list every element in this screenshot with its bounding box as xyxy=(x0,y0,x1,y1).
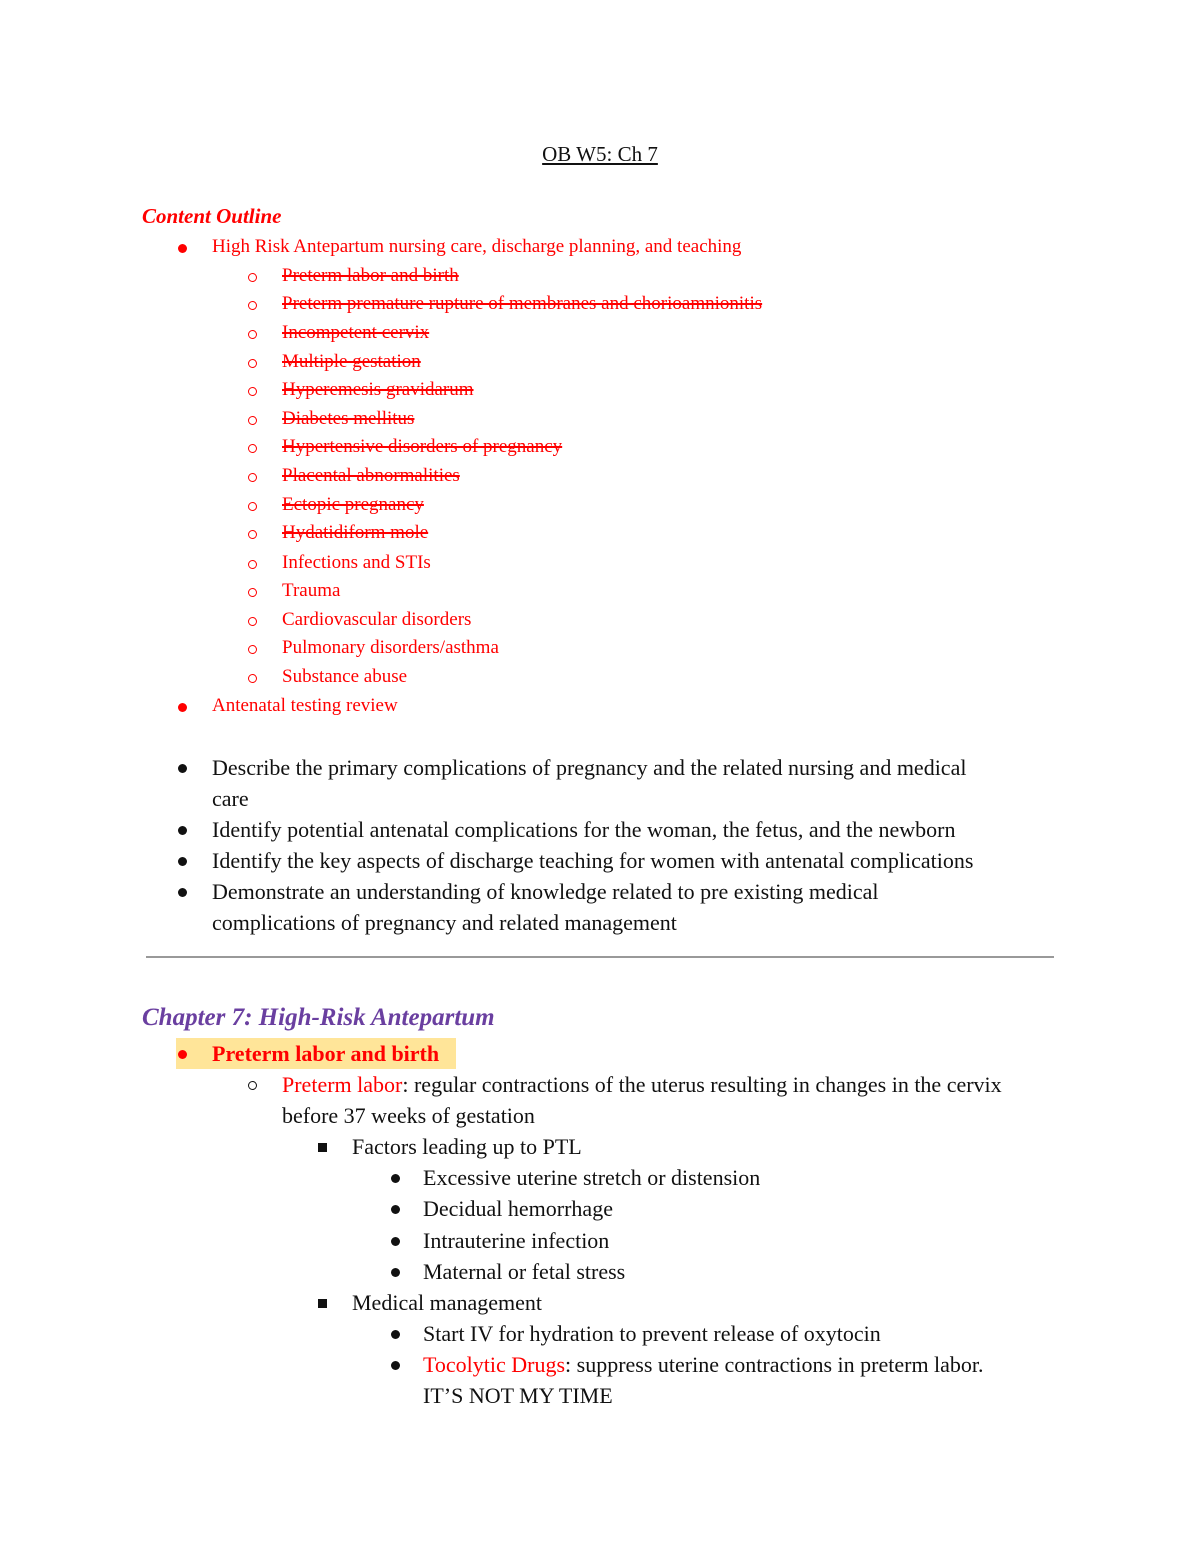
horizontal-divider xyxy=(146,956,1054,958)
content-outline-heading: Content Outline xyxy=(142,204,282,228)
bullet-circle-icon xyxy=(248,473,257,482)
bullet-circle-icon xyxy=(248,416,257,425)
factor-text: Excessive uterine stretch or distension xyxy=(423,1165,761,1190)
bullet-dot-icon xyxy=(391,1361,400,1370)
struck-item-label: Hyperemesis gravidarum xyxy=(282,379,474,400)
struck-item-label: Preterm labor and birth xyxy=(282,265,459,286)
definition-text: before 37 weeks of gestation xyxy=(282,1103,535,1128)
bullet-dot-icon xyxy=(178,244,187,253)
chapter-heading: Chapter 7: High-Risk Antepartum xyxy=(142,1004,495,1031)
bullet-dot-icon xyxy=(178,826,187,835)
drug-term: Tocolytic Drugs xyxy=(423,1352,566,1377)
bullet-dot-icon xyxy=(391,1330,400,1339)
struck-item-label: Ectopic pregnancy xyxy=(282,494,424,515)
bullet-circle-icon xyxy=(248,502,257,511)
bullet-circle-icon xyxy=(248,301,257,310)
topic-label: Preterm labor and birth xyxy=(212,1041,440,1066)
bullet-circle-icon xyxy=(248,330,257,339)
bullet-dot-icon xyxy=(391,1205,400,1214)
objective-text: Identify potential antenatal complications for the woman, the fetus, and the newborn xyxy=(212,817,956,842)
objective-text: Identify the key aspects of discharge teaching for women with antenatal complications xyxy=(212,848,974,873)
bullet-dot-icon xyxy=(391,1268,400,1277)
bullet-dot-icon xyxy=(178,1050,187,1059)
management-text: : suppress uterine contractions in preterm labor. xyxy=(565,1352,984,1377)
bullet-dot-icon xyxy=(391,1237,400,1246)
objective-text: complications of pregnancy and related management xyxy=(212,910,677,935)
outline-item-label: Antenatal testing review xyxy=(212,695,398,716)
outline-sub-label: Substance abuse xyxy=(282,666,408,687)
struck-item-label: Placental abnormalities xyxy=(282,465,460,486)
bullet-circle-icon xyxy=(248,444,257,453)
bullet-dot-icon xyxy=(178,888,187,897)
struck-item-label: Diabetes mellitus xyxy=(282,408,415,429)
factor-text: Maternal or fetal stress xyxy=(423,1259,626,1284)
bullet-square-icon xyxy=(318,1143,327,1152)
bullet-circle-icon xyxy=(248,1081,257,1090)
definition-text: : regular contractions of the uterus resulting in changes in the cervix xyxy=(402,1072,1002,1097)
struck-item-label: Incompetent cervix xyxy=(282,322,430,343)
factor-text: Intrauterine infection xyxy=(423,1228,610,1253)
objective-text: Demonstrate an understanding of knowledge related to pre existing medical xyxy=(212,879,879,904)
bullet-dot-icon xyxy=(178,764,187,773)
management-text: IT’S NOT MY TIME xyxy=(423,1383,613,1408)
objective-text: Describe the primary complications of pregnancy and the related nursing and medical xyxy=(212,755,967,780)
bullet-circle-icon xyxy=(248,588,257,597)
struck-item-label: Hypertensive disorders of pregnancy xyxy=(282,436,563,457)
management-heading: Medical management xyxy=(352,1290,542,1315)
struck-item-label: Hydatidiform mole xyxy=(282,522,429,543)
outline-sub-label: Cardiovascular disorders xyxy=(282,609,472,630)
management-text: Start IV for hydration to prevent release of oxytocin xyxy=(423,1321,881,1346)
bullet-circle-icon xyxy=(248,645,257,654)
bullet-dot-icon xyxy=(391,1174,400,1183)
bullet-square-icon xyxy=(318,1299,327,1308)
outline-sub-label: Trauma xyxy=(282,580,341,601)
bullet-circle-icon xyxy=(248,387,257,396)
page-title: OB W5: Ch 7 xyxy=(542,142,658,166)
bullet-circle-icon xyxy=(248,359,257,368)
bullet-circle-icon xyxy=(248,530,257,539)
outline-sub-label: Pulmonary disorders/asthma xyxy=(282,637,499,658)
definition-term: Preterm labor xyxy=(282,1072,403,1097)
bullet-dot-icon xyxy=(178,857,187,866)
struck-item-label: Multiple gestation xyxy=(282,351,421,372)
outline-sub-label: Infections and STIs xyxy=(282,552,431,573)
factors-heading: Factors leading up to PTL xyxy=(352,1134,582,1159)
bullet-circle-icon xyxy=(248,560,257,569)
bullet-dot-icon xyxy=(178,703,187,712)
factor-text: Decidual hemorrhage xyxy=(423,1196,613,1221)
bullet-circle-icon xyxy=(248,273,257,282)
bullet-circle-icon xyxy=(248,617,257,626)
struck-item-label: Preterm premature rupture of membranes and chorioamnionitis xyxy=(282,293,763,314)
bullet-circle-icon xyxy=(248,674,257,683)
objective-text: care xyxy=(212,786,249,811)
outline-item-label: High Risk Antepartum nursing care, discharge planning, and teaching xyxy=(212,236,742,257)
